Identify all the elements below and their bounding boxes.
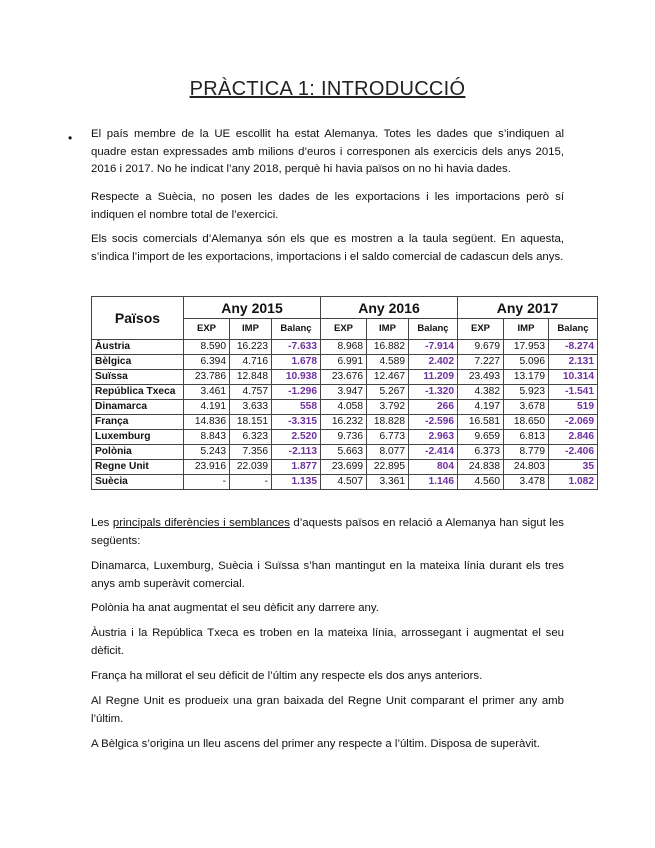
- value-cell: 7.356: [230, 445, 272, 460]
- value-cell: 8.779: [504, 445, 549, 460]
- value-cell: 16.232: [321, 415, 367, 430]
- table-row: [92, 340, 598, 355]
- imp-header: IMP: [504, 319, 549, 340]
- balance-cell: 1.146: [409, 475, 458, 490]
- paragraph-differences-intro: [91, 515, 564, 550]
- value-cell: 23.786: [184, 370, 230, 385]
- value-cell: 3.361: [367, 475, 409, 490]
- imp-header: IMP: [230, 319, 272, 340]
- table-row: [92, 475, 598, 490]
- balance-cell: 519: [549, 400, 598, 415]
- country-cell: Suïssa: [92, 370, 184, 385]
- balance-cell: 2.402: [409, 355, 458, 370]
- value-cell: 23.493: [458, 370, 504, 385]
- balance-header: Balanç: [272, 319, 321, 340]
- country-cell: Àustria: [92, 340, 184, 355]
- paragraph-surplus-countries: Dinamarca, Luxemburg, Suècia i Suïssa s’han mantingut en la mateixa línia durant els tres anys amb superàvit comercial.: [91, 560, 564, 590]
- paragraph-austria-czech: Àustria i la República Txeca es troben en la mateixa línia, arrossegant i augmentat el seu dèficit.: [91, 627, 564, 657]
- balance-cell: 10.938: [272, 370, 321, 385]
- table-row: [92, 355, 598, 370]
- year-header-row: [92, 297, 598, 319]
- value-cell: 4.058: [321, 400, 367, 415]
- value-cell: 18.151: [230, 415, 272, 430]
- balance-cell: 1.877: [272, 460, 321, 475]
- value-cell: 24.838: [458, 460, 504, 475]
- country-cell: França: [92, 415, 184, 430]
- exp-header: EXP: [458, 319, 504, 340]
- value-cell: 12.467: [367, 370, 409, 385]
- table-row: [92, 370, 598, 385]
- value-cell: 13.179: [504, 370, 549, 385]
- value-cell: -: [230, 475, 272, 490]
- balance-cell: 558: [272, 400, 321, 415]
- value-cell: 22.895: [367, 460, 409, 475]
- balance-cell: 1.678: [272, 355, 321, 370]
- table-row: [92, 430, 598, 445]
- balance-cell: 804: [409, 460, 458, 475]
- value-cell: 4.716: [230, 355, 272, 370]
- value-cell: 4.589: [367, 355, 409, 370]
- value-cell: 3.792: [367, 400, 409, 415]
- balance-cell: -2.596: [409, 415, 458, 430]
- value-cell: 23.699: [321, 460, 367, 475]
- value-cell: 9.736: [321, 430, 367, 445]
- country-cell: República Txeca: [92, 385, 184, 400]
- balance-header: Balanç: [409, 319, 458, 340]
- year-2016-header: Any 2016: [321, 297, 458, 319]
- value-cell: 8.843: [184, 430, 230, 445]
- paragraph-sweden-note: Respecte a Suècia, no posen les dades de les exportacions i les importacions però sí indiquen el nombre total de l’exercici.: [91, 191, 564, 221]
- country-cell: Polònia: [92, 445, 184, 460]
- balance-cell: -1.541: [549, 385, 598, 400]
- value-cell: 6.813: [504, 430, 549, 445]
- value-cell: 4.507: [321, 475, 367, 490]
- value-cell: 5.923: [504, 385, 549, 400]
- balance-cell: -7.633: [272, 340, 321, 355]
- differences-suffix: d’aquests països en relació a Alemanya han sigut les següents:: [91, 517, 564, 547]
- value-cell: 5.663: [321, 445, 367, 460]
- year-2015-header: Any 2015: [184, 297, 321, 319]
- value-cell: 6.773: [367, 430, 409, 445]
- value-cell: 12.848: [230, 370, 272, 385]
- value-cell: 5.243: [184, 445, 230, 460]
- value-cell: 3.633: [230, 400, 272, 415]
- imp-header: IMP: [367, 319, 409, 340]
- value-cell: 4.197: [458, 400, 504, 415]
- country-cell: Bèlgica: [92, 355, 184, 370]
- value-cell: 8.590: [184, 340, 230, 355]
- value-cell: 6.991: [321, 355, 367, 370]
- value-cell: 3.678: [504, 400, 549, 415]
- balance-cell: -2.069: [549, 415, 598, 430]
- year-2017-header: Any 2017: [458, 297, 598, 319]
- value-cell: 18.828: [367, 415, 409, 430]
- value-cell: 16.882: [367, 340, 409, 355]
- value-cell: 16.223: [230, 340, 272, 355]
- value-cell: 4.560: [458, 475, 504, 490]
- value-cell: 6.323: [230, 430, 272, 445]
- value-cell: 24.803: [504, 460, 549, 475]
- balance-cell: 1.082: [549, 475, 598, 490]
- country-cell: Suècia: [92, 475, 184, 490]
- paragraph-belgium: A Bèlgica s’origina un lleu ascens del primer any respecte a l’últim. Disposa de superàvit.: [91, 738, 540, 750]
- value-cell: 3.461: [184, 385, 230, 400]
- value-cell: 22.039: [230, 460, 272, 475]
- country-column-header: Països: [92, 297, 184, 340]
- value-cell: 18.650: [504, 415, 549, 430]
- balance-cell: -3.315: [272, 415, 321, 430]
- country-cell: Dinamarca: [92, 400, 184, 415]
- value-cell: 14.836: [184, 415, 230, 430]
- balance-header: Balanç: [549, 319, 598, 340]
- table-row: [92, 400, 598, 415]
- country-cell: Regne Unit: [92, 460, 184, 475]
- exp-header: EXP: [321, 319, 367, 340]
- balance-cell: -2.414: [409, 445, 458, 460]
- value-cell: 4.191: [184, 400, 230, 415]
- table-row: [92, 415, 598, 430]
- balance-cell: 2.963: [409, 430, 458, 445]
- value-cell: 3.478: [504, 475, 549, 490]
- value-cell: 6.394: [184, 355, 230, 370]
- value-cell: 4.382: [458, 385, 504, 400]
- balance-cell: -2.406: [549, 445, 598, 460]
- differences-prefix: Les: [91, 517, 113, 529]
- paragraph-uk: Al Regne Unit es produeix una gran baixada del Regne Unit comparant el primer any amb l’últim.: [91, 695, 564, 725]
- balance-cell: -8.274: [549, 340, 598, 355]
- balance-cell: -7.914: [409, 340, 458, 355]
- value-cell: -: [184, 475, 230, 490]
- balance-cell: 35: [549, 460, 598, 475]
- value-cell: 23.676: [321, 370, 367, 385]
- value-cell: 4.757: [230, 385, 272, 400]
- page-title: PRÀCTICA 1: INTRODUCCIÓ: [189, 78, 466, 100]
- value-cell: 9.679: [458, 340, 504, 355]
- value-cell: 16.581: [458, 415, 504, 430]
- exp-header: EXP: [184, 319, 230, 340]
- balance-cell: 1.135: [272, 475, 321, 490]
- differences-underlined: principals diferències i semblances: [112, 517, 290, 529]
- value-cell: 5.267: [367, 385, 409, 400]
- value-cell: 9.659: [458, 430, 504, 445]
- value-cell: 8.077: [367, 445, 409, 460]
- paragraph-intro: El país membre de la UE escollit ha estat Alemanya. Totes les dades que s’indiquen al quadre estan expressades amb milions d’euros i corresponen als exercicis dels anys 2015, 2016 i 2017. No he indicat l’any 2018, perquè hi havia països on no hi havia dades.: [91, 128, 564, 175]
- value-cell: 23.916: [184, 460, 230, 475]
- balance-cell: 2.131: [549, 355, 598, 370]
- country-cell: Luxemburg: [92, 430, 184, 445]
- balance-cell: -1.296: [272, 385, 321, 400]
- table-row: [92, 460, 598, 475]
- value-cell: 5.096: [504, 355, 549, 370]
- value-cell: 3.947: [321, 385, 367, 400]
- paragraph-poland: Polònia ha anat augmentat el seu dèficit any darrere any.: [91, 602, 379, 614]
- bullet-marker: •: [68, 131, 73, 145]
- balance-cell: 11.209: [409, 370, 458, 385]
- table-row: [92, 445, 598, 460]
- trade-table: [91, 296, 598, 490]
- value-cell: 17.953: [504, 340, 549, 355]
- value-cell: 6.373: [458, 445, 504, 460]
- balance-cell: 266: [409, 400, 458, 415]
- balance-cell: -2.113: [272, 445, 321, 460]
- paragraph-france: França ha millorat el seu dèficit de l’últim any respecte els dos anys anteriors.: [91, 670, 483, 682]
- balance-cell: 2.520: [272, 430, 321, 445]
- balance-cell: -1.320: [409, 385, 458, 400]
- table-row: [92, 385, 598, 400]
- value-cell: 8.968: [321, 340, 367, 355]
- balance-cell: 10.314: [549, 370, 598, 385]
- value-cell: 7.227: [458, 355, 504, 370]
- paragraph-partners: Els socis comercials d’Alemanya són els que es mostren a la taula següent. En aquesta, s’indica l’import de les exportacions, importacions i el saldo comercial de cadascun dels anys.: [91, 233, 564, 263]
- balance-cell: 2.846: [549, 430, 598, 445]
